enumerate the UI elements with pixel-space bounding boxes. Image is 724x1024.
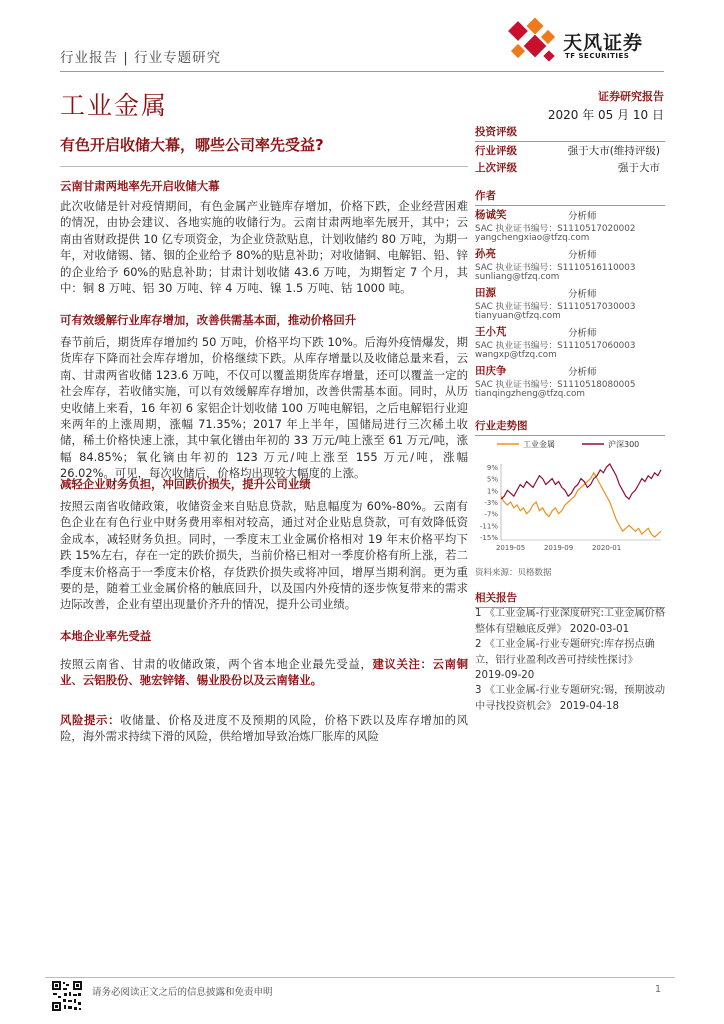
document-date: 2020 年 05 月 10 日 bbox=[547, 108, 664, 122]
section-heading-1: 云南甘肃两地率先开启收储大幕 bbox=[60, 179, 220, 193]
subtitle-divider bbox=[60, 166, 468, 167]
last-rating-row bbox=[475, 160, 665, 175]
chart-x-ticks bbox=[496, 544, 621, 552]
section-heading-3: 减轻企业财务负担，冲回跌价损失，提升公司业绩 bbox=[60, 477, 311, 491]
author-role: 分析师 bbox=[568, 250, 597, 261]
author-role: 分析师 bbox=[568, 211, 597, 222]
risk-label: 风险提示： bbox=[60, 713, 121, 727]
industry-rating-value: 强于大市(维持评级) bbox=[567, 145, 660, 157]
author-name: 田庆争 bbox=[475, 365, 507, 377]
chart-y-ticks bbox=[480, 464, 498, 542]
x-tick-label: 2020-01 bbox=[591, 544, 622, 552]
y-tick-label: -7% bbox=[484, 510, 498, 519]
related-report-3[interactable]: 3 《工业金属-行业专题研究:锡，预期波动中寻找投资机会》 2019-04-18 bbox=[475, 685, 666, 712]
legend-label: 沪深300 bbox=[608, 440, 640, 449]
author-name: 王小芃 bbox=[475, 326, 507, 338]
section-body-3: 按照云南省收储政策，收储资金来自贴息贷款，贴息幅度为 60%-80%。云南有色企业在有色行业中财务费用率相对较高，通过对企业贴息贷款，可有效降低资金成本，减轻财务负担。同时，一季度末工业金属价格相对 19 年末价格平均下跌 15%左右，存在一定的跌价损失，当前价格已相对一季度价格有所上涨，若二季度末价格高于一季度末价格，存货跌价损失或将冲回，增厚当期利润。更为重要的是，随着工业金属价格的触底回升，以及国内外疫情的逐步恢复带来的需求边际改善，企业有望出现量价齐升的情况，提升公司业绩。 bbox=[60, 499, 468, 612]
chart-series bbox=[501, 464, 661, 537]
y-tick-label: -15% bbox=[479, 534, 498, 543]
report-subtitle: 有色开启收储大幕，哪些公司率先受益? bbox=[60, 136, 324, 154]
logo-text-cn: 天风证券 bbox=[563, 32, 644, 54]
last-rating-label: 上次评级 bbox=[475, 162, 517, 174]
section-body-4-text: 按照云南省、甘肃的收储政策，两个省本地企业最先受益， bbox=[60, 657, 373, 671]
author-sac: SAC 执业证书编号：S1110518080005 bbox=[475, 380, 636, 390]
section-body-1: 此次收储是针对疫情期间，有色金属产业链库存增加，价格下跌，企业经营困难的情况，由协会建议、各地实施的收储行为。云南甘肃两地率先展开，其中；云南由省财政提供 10 亿专项资金，为企业贷款贴息，计划收储约 80 万吨，为期一年，对收储锡、锗、铟的企业给予 80%的贴息补助；对收储铜、电解铝、铅、锌的企业给予 60%的贴息补助；甘肃计划收储 43.6 万吨，为期暂定 7 个月，其中：铜 8 万吨、铝 30 万吨、锌 4 万吨、镍 1.5 万吨、钴 1000 吨。 bbox=[60, 199, 468, 296]
author-role: 分析师 bbox=[568, 367, 597, 378]
author-role: 分析师 bbox=[568, 328, 597, 339]
y-tick-label: 9% bbox=[486, 463, 498, 472]
footer-disclaimer: 请务必阅读正文之后的信息披露和免责申明 bbox=[92, 987, 273, 998]
page-number: 1 bbox=[655, 984, 662, 995]
author-name: 田源 bbox=[475, 287, 496, 299]
chart-grid bbox=[501, 464, 661, 540]
page-title: 工业金属 bbox=[60, 91, 169, 120]
trend-heading: 行业走势图 bbox=[475, 418, 665, 436]
industry-rating-row bbox=[475, 143, 665, 158]
y-tick-label: 5% bbox=[486, 475, 498, 484]
related-report-1[interactable]: 1 《工业金属-行业深度研究:工业金属价格整体有望触底反弹》 2020-03-01 bbox=[475, 608, 666, 635]
last-rating-value: 强于大市 bbox=[618, 162, 660, 174]
rating-heading: 投资评级 bbox=[475, 124, 665, 142]
section-body-4 bbox=[60, 656, 468, 689]
footer-divider bbox=[45, 977, 675, 978]
y-tick-label: -3% bbox=[484, 499, 498, 507]
author-role: 分析师 bbox=[568, 289, 597, 300]
author-email[interactable]: tianyuan@tfzq.com bbox=[475, 311, 561, 321]
author-email[interactable]: sunliang@tfzq.com bbox=[475, 272, 560, 282]
qr-code-icon[interactable] bbox=[51, 980, 83, 1012]
author-email[interactable]: yangchengxiao@tfzq.com bbox=[475, 233, 590, 243]
risk-text: 收储量、价格及进度不及预期的风险，价格下跌以及库存增加的风险，海外需求持续下滑的风险，供给增加导致冶炼厂胀库的风险 bbox=[60, 713, 468, 744]
industry-rating-label: 行业评级 bbox=[475, 145, 517, 157]
author-name: 杨诚笑 bbox=[475, 209, 507, 221]
company-logo bbox=[505, 14, 675, 70]
industry-trend-chart bbox=[475, 436, 665, 560]
x-tick-label: 2019-09 bbox=[543, 544, 574, 552]
author-sac: SAC 执业证书编号：S1110517030003 bbox=[475, 302, 636, 312]
x-tick-label: 2019-05 bbox=[495, 544, 526, 552]
related-report-2[interactable]: 2 《工业金属-行业专题研究:库存拐点确立，铝行业盈利改善可持续性探讨》 2019-09-20 bbox=[475, 639, 655, 681]
related-heading: 相关报告 bbox=[475, 590, 665, 608]
section-heading-2: 可有效缓解行业库存增加，改善供需基本面，推动价格回升 bbox=[60, 313, 357, 327]
chart-source: 资料来源：贝格数据 bbox=[475, 568, 552, 578]
legend-label: 工业金属 bbox=[523, 440, 555, 449]
logo-mark-icon bbox=[505, 14, 561, 70]
document-type: 证券研究报告 bbox=[598, 90, 664, 103]
author-email[interactable]: wangxp@tfzq.com bbox=[475, 350, 557, 360]
recommended-stocks: 建议关注：云南铜业、云铝股份、驰宏锌锗、锡业股份以及云南锗业。 bbox=[60, 657, 468, 688]
author-sac: SAC 执业证书编号：S1110517060003 bbox=[475, 341, 636, 351]
logo-text-en: TF SECURITIES bbox=[565, 52, 630, 60]
author-name: 孙亮 bbox=[475, 248, 496, 260]
header-divider bbox=[60, 71, 664, 72]
report-type: 行业报告 | 行业专题研究 bbox=[60, 50, 222, 66]
author-sac: SAC 执业证书编号：S1110517020002 bbox=[475, 224, 636, 234]
chart-legend bbox=[497, 439, 639, 449]
section-body-2: 春节前后，期货库存增加约 50 万吨，价格平均下跌 10%。后海外疫情爆发，期货库存下降而社会库存增加，价格继续下跌。从库存增量以及收储总量来看，云南、甘肃两省收储 123.6 万吨，不仅可以覆盖期货库存增量，还可以覆盖一定的社会库存，若收储实施，可以有效缓解库存增加，改善供需基本面。同时，从历史收储上来看，16 年初 6 家铝企计划收储 100 万吨电解铝，之后电解铝行业迎来两年的上涨周期，涨幅 71.35%；2017 年上半年，国储局进行三次稀土收储，稀土价格快速上涨，其中氧化镨由年初的 33 万元/吨上涨至 61 万元/吨，涨幅 84.85%；氧化镝由年初的 123 万元/吨上涨至 155 万元/吨，涨幅 26.02%。可见，每次收储后，价格均出现较大幅度的上涨。 bbox=[60, 335, 468, 481]
risk-warning bbox=[60, 712, 468, 745]
author-sac: SAC 执业证书编号：S1110516110003 bbox=[475, 263, 636, 273]
authors-heading: 作者 bbox=[475, 188, 665, 206]
series-line bbox=[501, 473, 661, 537]
author-email[interactable]: tianqingzheng@tfzq.com bbox=[475, 389, 585, 399]
y-tick-label: -11% bbox=[479, 522, 498, 531]
y-tick-label: 1% bbox=[486, 487, 498, 496]
section-heading-4: 本地企业率先受益 bbox=[60, 629, 152, 643]
series-line bbox=[501, 464, 661, 499]
